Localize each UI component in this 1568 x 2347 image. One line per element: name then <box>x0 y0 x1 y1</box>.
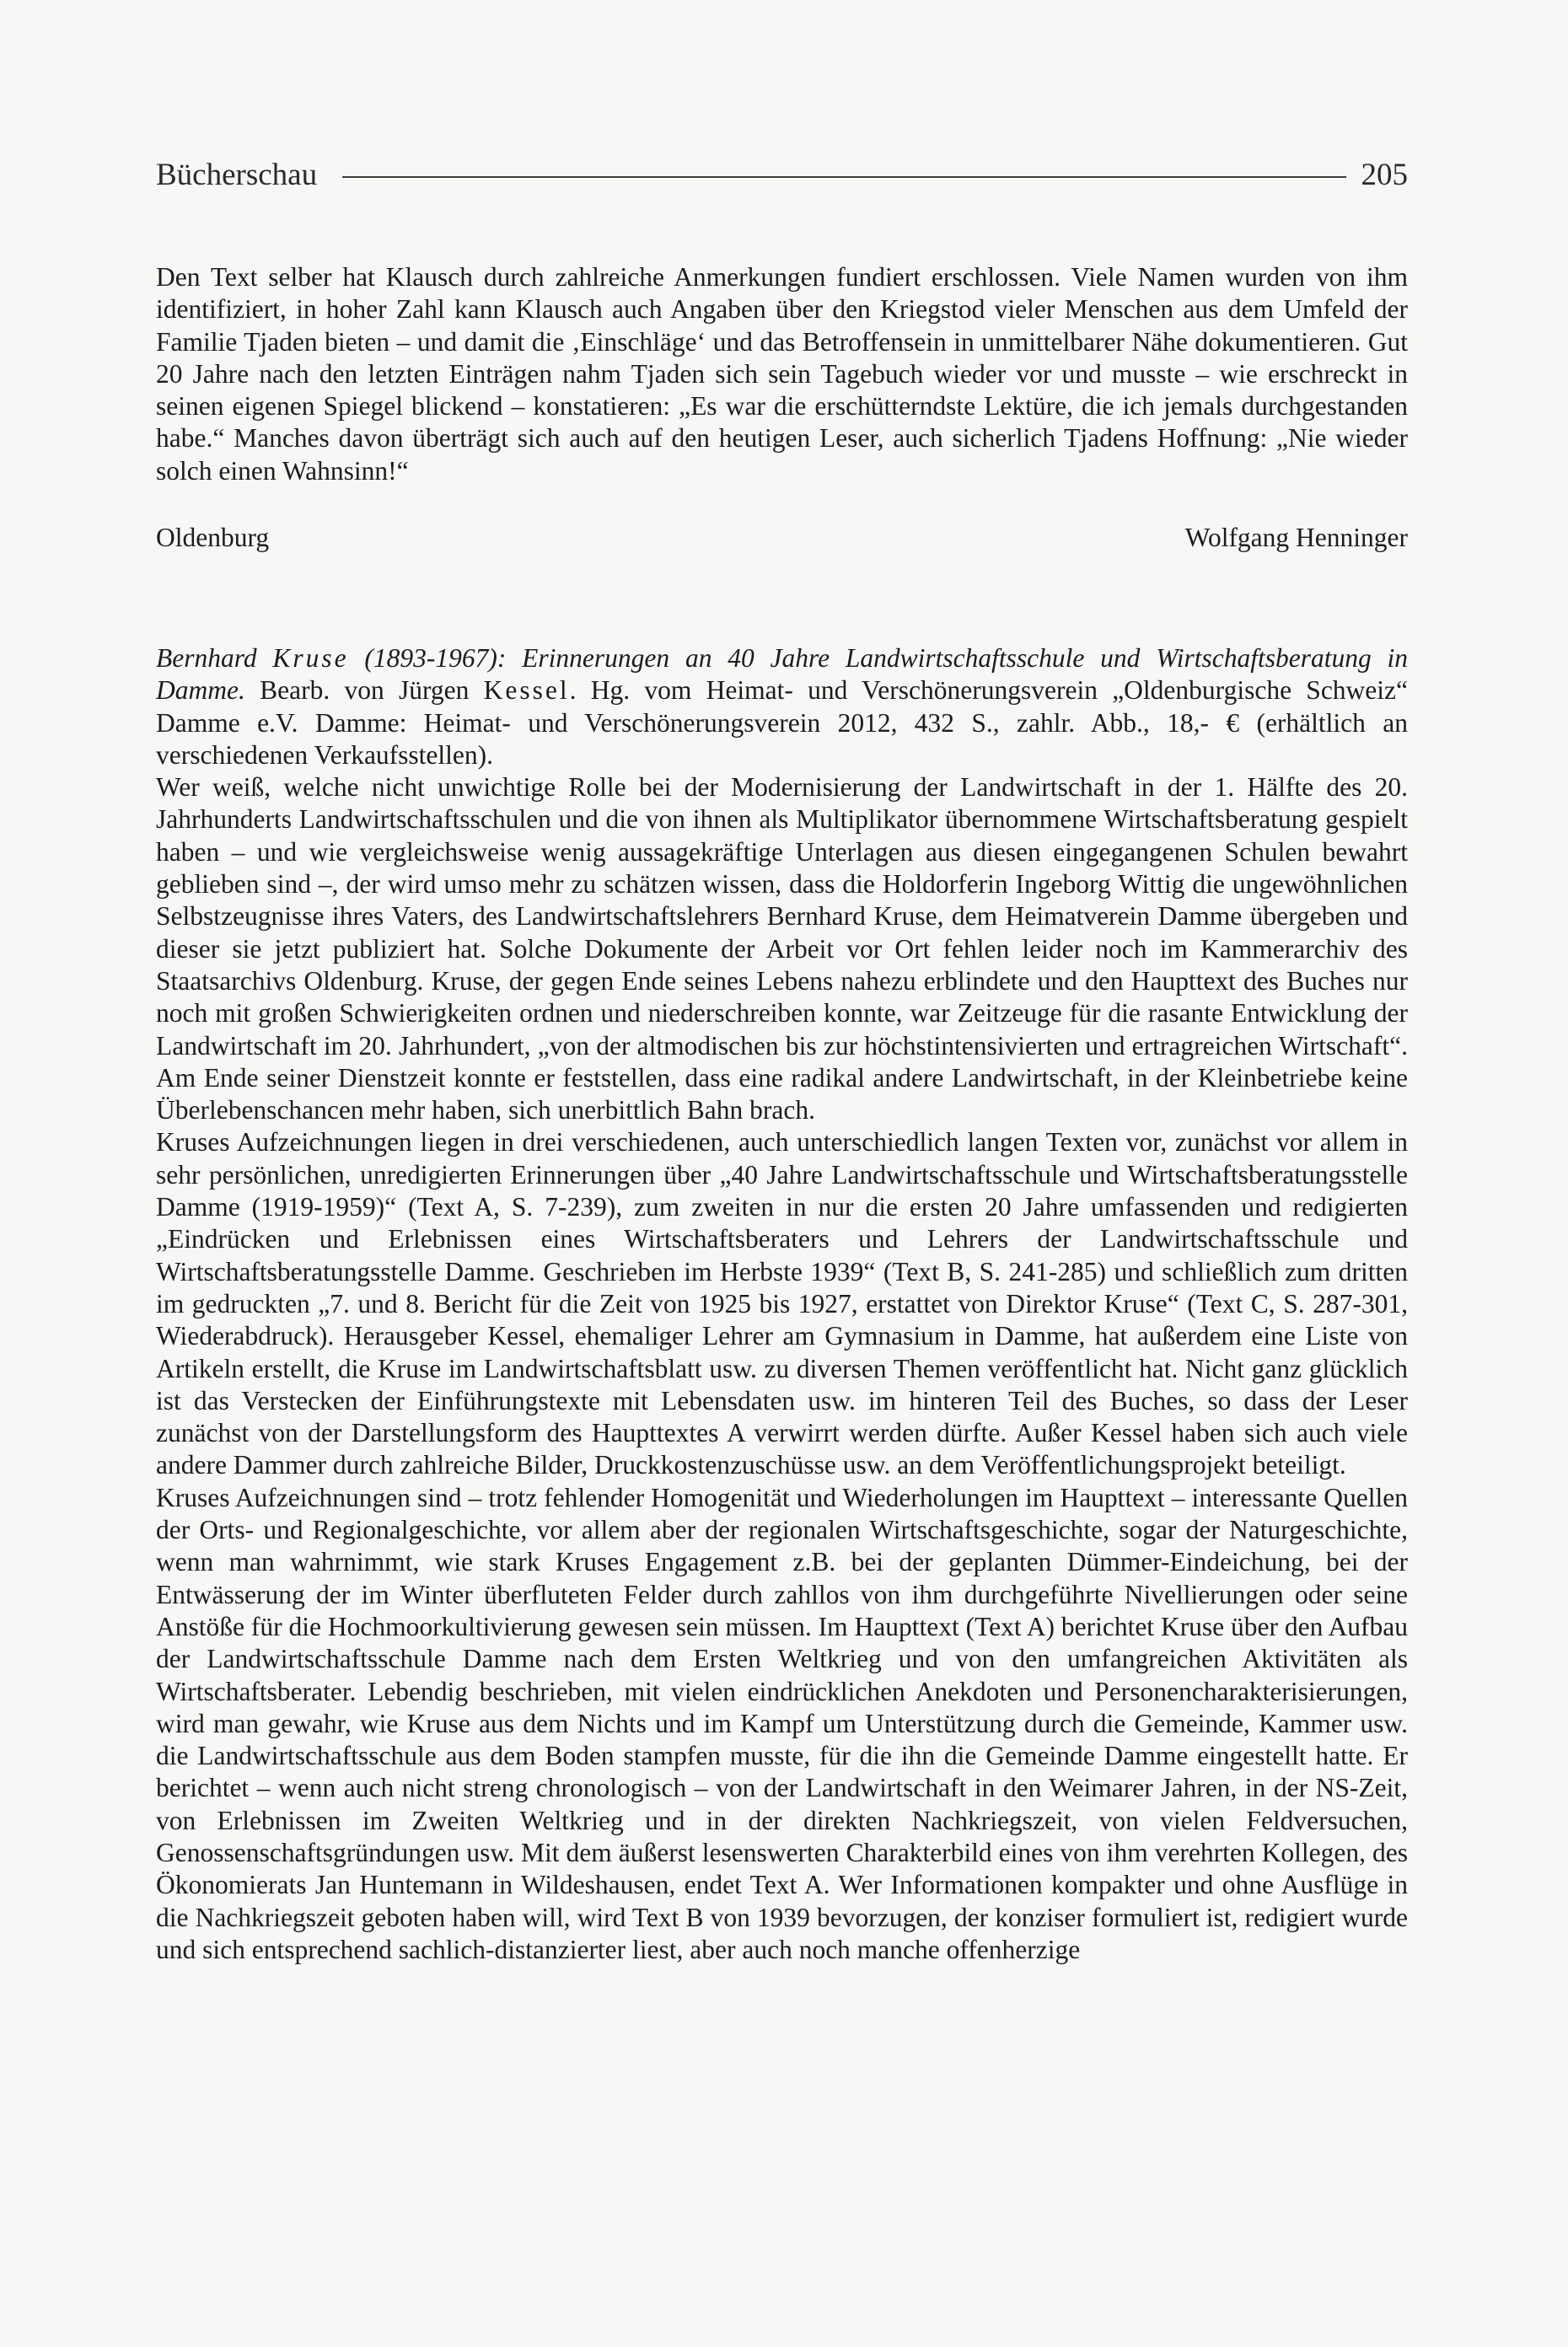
running-title: Bücherschau <box>156 158 318 192</box>
review-signature <box>156 521 1408 555</box>
signature-place: Oldenburg <box>156 523 270 552</box>
biblio-title: (1893-1967): Erinnerungen an 40 Jahre Landwirtschaftsschule und Wirtschaftsberatung in Damme. <box>156 643 1408 706</box>
previous-review-end <box>156 261 1408 487</box>
biblio-rest: . Hg. vom Heimat- und Verschönerungsverein „Oldenburgische Schweiz“ Damme e.V. Damme: Heimat- und Verschönerungsverein 2012, 432 S., zahlr. Abb., 18,- € (erhältlich an verschiedenen Verkaufsstellen). <box>156 675 1409 770</box>
intro-paragraph: Den Text selber hat Klausch durch zahlreiche Anmerkungen fundiert erschlossen. Viele Namen wurden von ihm identifiziert, in hoher Zahl kann Klausch auch Angaben über den Kriegstod vieler Menschen aus dem Umfeld der Familie Tjaden bieten – und damit die ‚Einschläge‘ und das Betroffensein in unmittelbarer Nähe dokumentieren. Gut 20 Jahre nach den letzten Einträgen nahm Tjaden sich sein Tagebuch wieder vor und musste – wie erschreckt in seinen eigenen Spiegel blickend – konstatieren: „Es war die erschütterndste Lektüre, die ich jemals durchgestanden habe.“ Manches davon überträgt sich auch auf den heutigen Leser, auch sicherlich Tjadens Hoffnung: „Nie wieder solch einen Wahnsinn!“ <box>156 262 1408 486</box>
page-header <box>156 157 1408 194</box>
bibliographic-entry <box>156 642 1408 771</box>
review-paragraph-2: Kruses Aufzeichnungen liegen in drei verschiedenen, auch unterschiedlich langen Texten vor, zunächst vor allem in sehr persönlichen, unredigierten Erinnerungen über „40 Jahre Landwirtschaftsschule und Wirtschaftsberatungsstelle Damme (1919-1959)“ (Text A, S. 7-239), zum zweiten in nur die ersten 20 Jahre umfassenden und redigierten „Eindrücken und Erlebnissen eines Wirtschaftsberaters und Lehrers der Landwirtschaftsschule und Wirtschaftsberatungsstelle Damme. Geschrieben im Herbste 1939“ (Text B, S. 241-285) und schließlich zum dritten im gedruckten „7. und 8. Bericht für die Zeit von 1925 bis 1927, erstattet von Direktor Kruse“ (Text C, S. 287-301, Wiederabdruck). Herausgeber Kessel, ehemaliger Lehrer am Gymnasium in Damme, hat außerdem eine Liste von Artikeln erstellt, die Kruse im Landwirtschaftsblatt usw. zu diversen Themen veröffentlicht hat. Nicht ganz glücklich ist das Verstecken der Einführungstexte mit Lebensdaten usw. im hinteren Teil des Buches, so dass der Leser zunächst von der Darstellungsform des Haupttextes A verwirrt werden dürfte. Außer Kessel haben sich auch viele andere Dammer durch zahlreiche Bilder, Druckkostenzuschüsse usw. an dem Veröffentlichungsprojekt beteiligt. <box>156 1127 1408 1480</box>
biblio-author-last: Kruse <box>272 643 349 673</box>
biblio-author-first: Bernhard <box>156 643 273 673</box>
review-block <box>156 642 1408 1966</box>
review-paragraph-3: Kruses Aufzeichnungen sind – trotz fehlender Homogenität und Wiederholungen im Haupttext – interessante Quellen der Orts- und Regionalgeschichte, vor allem aber der regionalen Wirtschaftsgeschichte, sogar der Naturgeschichte, wenn man wahrnimmt, wie stark Kruses Engagement z.B. bei der geplanten Dümmer-Eindeichung, bei der Entwässerung der im Winter überfluteten Felder durch zahllos von ihm durchgeführte Nivellierungen oder seine Anstöße für die Hochmoorkultivierung gewesen sein müssen. Im Haupttext (Text A) berichtet Kruse über den Aufbau der Landwirtschaftsschule Damme nach dem Ersten Weltkrieg und von den umfangreichen Aktivitäten als Wirtschaftsberater. Lebendig beschrieben, mit vielen eindrücklichen Anekdoten und Personencharakterisierungen, wird man gewahr, wie Kruse aus dem Nichts und im Kampf um Unterstützung durch die Gemeinde, Kammer usw. die Landwirtschaftsschule aus dem Boden stampfen musste, für die ihn die Gemeinde Damme eingestellt hatte. Er berichtet – wenn auch nicht streng chronologisch – von der Landwirtschaft in den Weimarer Jahren, in der NS-Zeit, von Erlebnissen im Zweiten Weltkrieg und in der direkten Nachkriegszeit, von vielen Feldversuchen, Genossenschaftsgründungen usw. Mit dem äußerst lesenswerten Charakterbild eines von ihm verehrten Kollegen, des Ökonomierats Jan Huntemann in Wildeshausen, endet Text A. Wer Informationen kompakter und ohne Ausflüge in die Nachkriegszeit geboten haben will, wird Text B von 1939 bevorzugen, der konziser formuliert ist, redigiert wurde und sich entsprechend sachlich-distanzierter liest, aber auch noch manche offenherzige <box>156 1482 1408 1964</box>
signature-author: Wolfgang Henninger <box>1184 523 1408 552</box>
header-rule <box>342 176 1345 178</box>
biblio-editor-last: Kessel <box>483 675 570 706</box>
page-number: 205 <box>1361 158 1408 192</box>
biblio-bearb: Bearb. von Jürgen <box>244 675 484 706</box>
review-paragraph-1: Wer weiß, welche nicht unwichtige Rolle bei der Modernisierung der Landwirtschaft in der 1. Hälfte des 20. Jahrhunderts Landwirtschaftsschulen und die von ihnen als Multiplikator übernommene Wirtschaftsberatung gespielt haben – und wie vergleichsweise wenig aussagekräftige Unterlagen aus diesen eingegangenen Schulen bewahrt geblieben sind –, der wird umso mehr zu schätzen wissen, dass die Holdorferin Ingeborg Wittig die ungewöhnlichen Selbstzeugnisse ihres Vaters, des Landwirtschaftslehrers Bernhard Kruse, dem Heimatverein Damme übergeben und dieser sie jetzt publiziert hat. Solche Dokumente der Arbeit vor Ort fehlen leider noch im Kammerarchiv des Staatsarchivs Oldenburg. Kruse, der gegen Ende seines Lebens nahezu erblindete und den Haupttext des Buches nur noch mit großen Schwierigkeiten ordnen und niederschreiben konnte, war Zeitzeuge für die rasante Entwicklung der Landwirtschaft im 20. Jahrhundert, „von der altmodischen bis zur höchstintensivierten und ertragreichen Wirtschaft“. Am Ende seiner Dienstzeit konnte er feststellen, dass eine radikal andere Landwirtschaft, in der Kleinbetriebe keine Überlebenschancen mehr haben, sich unerbittlich Bahn brach. <box>156 772 1408 1125</box>
